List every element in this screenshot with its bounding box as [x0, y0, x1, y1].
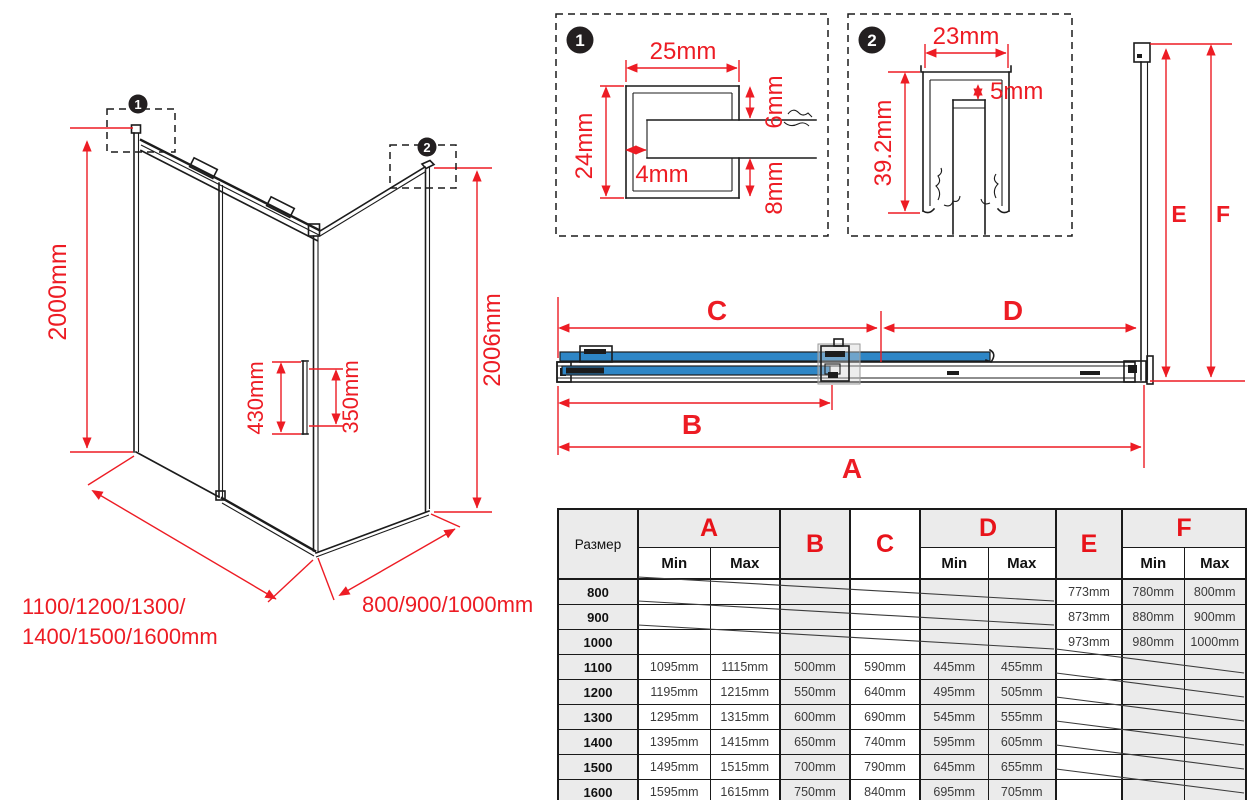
cell — [1122, 780, 1184, 800]
cell: 1495mm — [638, 755, 710, 780]
marker-2-number: 2 — [423, 140, 431, 155]
cell: 590mm — [850, 655, 920, 680]
cell: 1500 — [558, 755, 638, 780]
size-table — [557, 508, 1249, 800]
cell — [850, 605, 920, 630]
plan-view — [557, 43, 1245, 484]
dim-430: 430mm — [243, 361, 268, 435]
cell: 695mm — [920, 780, 988, 800]
header-a-min: Min — [638, 548, 710, 580]
cell: 773mm — [1056, 579, 1122, 605]
cell: 1595mm — [638, 780, 710, 800]
table-row — [558, 780, 1246, 800]
dim-24mm: 24mm — [571, 112, 598, 180]
cell: 973mm — [1056, 630, 1122, 655]
dimension-table — [557, 508, 1247, 800]
plan-glass-door — [560, 339, 994, 384]
cell: 1415mm — [710, 730, 780, 755]
cell — [780, 579, 850, 605]
cell — [1056, 780, 1122, 800]
cell — [1056, 655, 1122, 680]
cell — [1122, 680, 1184, 705]
iso-marker-1 — [107, 95, 175, 153]
cell: 740mm — [850, 730, 920, 755]
dim-25mm: 25mm — [649, 38, 717, 65]
cell — [850, 630, 920, 655]
depth-label: 800/900/1000mm — [362, 592, 534, 617]
cell: 900 — [558, 605, 638, 630]
cell: 1400 — [558, 730, 638, 755]
cell — [1184, 655, 1246, 680]
dim-2006: 2006mm — [479, 293, 506, 387]
cell: 1600 — [558, 780, 638, 800]
cell — [638, 579, 710, 605]
cell: 1295mm — [638, 705, 710, 730]
detail-1-number: 1 — [575, 31, 585, 50]
cell: 1000 — [558, 630, 638, 655]
cell — [1184, 730, 1246, 755]
cell — [638, 630, 710, 655]
cell: 1195mm — [638, 680, 710, 705]
cell: 1200 — [558, 680, 638, 705]
cell: 700mm — [780, 755, 850, 780]
cell: 595mm — [920, 730, 988, 755]
dim-c: C — [706, 295, 728, 326]
cell — [920, 630, 988, 655]
cell: 505mm — [988, 680, 1056, 705]
cell — [988, 605, 1056, 630]
cell: 800mm — [1184, 579, 1246, 605]
cell: 545mm — [920, 705, 988, 730]
cell: 873mm — [1056, 605, 1122, 630]
cell: 600mm — [780, 705, 850, 730]
table-header-row-1 — [558, 509, 1246, 548]
dim-a: A — [841, 453, 863, 484]
header-c: C — [850, 509, 920, 579]
cell: 690mm — [850, 705, 920, 730]
table-row — [558, 605, 1246, 630]
header-b: B — [780, 509, 850, 579]
detail-1-dimensions — [571, 38, 788, 215]
cell — [1122, 705, 1184, 730]
cell: 1395mm — [638, 730, 710, 755]
table-row — [558, 680, 1246, 705]
header-f-max: Max — [1184, 548, 1246, 580]
cell: 605mm — [988, 730, 1056, 755]
cell: 900mm — [1184, 605, 1246, 630]
cell: 1615mm — [710, 780, 780, 800]
detail-2-dimensions — [870, 23, 1043, 213]
cell: 640mm — [850, 680, 920, 705]
header-a: A — [638, 509, 780, 548]
header-size: Размер — [558, 509, 638, 579]
table-row — [558, 705, 1246, 730]
cell — [710, 630, 780, 655]
cell: 1100 — [558, 655, 638, 680]
cell: 800 — [558, 579, 638, 605]
cell: 500mm — [780, 655, 850, 680]
cell — [1184, 680, 1246, 705]
cell — [1056, 755, 1122, 780]
dim-5mm: 5mm — [990, 78, 1044, 105]
detail-2 — [848, 14, 1072, 236]
cell: 445mm — [920, 655, 988, 680]
dim-39mm: 39.2mm — [870, 99, 897, 187]
cell — [920, 605, 988, 630]
cell — [988, 630, 1056, 655]
table-row — [558, 655, 1246, 680]
dim-23mm: 23mm — [932, 23, 1000, 50]
header-d-max: Max — [988, 548, 1056, 580]
front-width-label-1: 1100/1200/1300/ — [22, 594, 186, 619]
cell: 550mm — [780, 680, 850, 705]
header-d: D — [920, 509, 1056, 548]
dim-2000: 2000mm — [44, 243, 72, 341]
cell — [1056, 730, 1122, 755]
cell — [988, 579, 1056, 605]
cell: 980mm — [1122, 630, 1184, 655]
cell — [710, 579, 780, 605]
header-f-min: Min — [1122, 548, 1184, 580]
iso-structure — [132, 125, 435, 557]
cell: 840mm — [850, 780, 920, 800]
table-row — [558, 630, 1246, 655]
cell: 1300 — [558, 705, 638, 730]
cell: 880mm — [1122, 605, 1184, 630]
cell — [1056, 705, 1122, 730]
dim-d: D — [1002, 295, 1024, 326]
cell — [1056, 680, 1122, 705]
cell: 1515mm — [710, 755, 780, 780]
cell — [1122, 730, 1184, 755]
front-width-label-2: 1400/1500/1600mm — [22, 624, 218, 649]
header-e: E — [1056, 509, 1122, 579]
cell: 1215mm — [710, 680, 780, 705]
dim-e: E — [1171, 201, 1187, 227]
plan-side-panel — [1134, 43, 1150, 380]
cell: 705mm — [988, 780, 1056, 800]
cell: 1315mm — [710, 705, 780, 730]
cell: 655mm — [988, 755, 1056, 780]
cell — [780, 605, 850, 630]
cell — [1184, 780, 1246, 800]
table-row — [558, 579, 1246, 605]
table-row — [558, 730, 1246, 755]
cell: 750mm — [780, 780, 850, 800]
cell — [710, 605, 780, 630]
detail-1 — [556, 14, 828, 236]
cell — [638, 605, 710, 630]
dim-350: 350mm — [338, 360, 363, 434]
cell: 1115mm — [710, 655, 780, 680]
dim-f: F — [1215, 201, 1231, 227]
dim-8mm: 8mm — [761, 161, 788, 215]
cell — [1122, 755, 1184, 780]
iso-view — [22, 95, 533, 650]
detail-2-number: 2 — [867, 31, 877, 50]
cell: 780mm — [1122, 579, 1184, 605]
cell — [1122, 655, 1184, 680]
iso-dimensions — [22, 128, 533, 649]
cell: 1095mm — [638, 655, 710, 680]
cell — [1184, 705, 1246, 730]
cell: 455mm — [988, 655, 1056, 680]
header-a-max: Max — [710, 548, 780, 580]
dim-6mm: 6mm — [761, 75, 788, 129]
table-row — [558, 755, 1246, 780]
cell: 650mm — [780, 730, 850, 755]
cell — [850, 579, 920, 605]
dim-4mm: 4mm — [635, 161, 689, 188]
cell — [780, 630, 850, 655]
cell: 555mm — [988, 705, 1056, 730]
plan-dimensions — [558, 44, 1245, 484]
cell: 1000mm — [1184, 630, 1246, 655]
cell: 645mm — [920, 755, 988, 780]
header-f: F — [1122, 509, 1246, 548]
cell — [1184, 755, 1246, 780]
header-d-min: Min — [920, 548, 988, 580]
dim-b: B — [681, 409, 703, 440]
cell — [920, 579, 988, 605]
marker-1-number: 1 — [134, 97, 142, 112]
cell: 790mm — [850, 755, 920, 780]
cell: 495mm — [920, 680, 988, 705]
